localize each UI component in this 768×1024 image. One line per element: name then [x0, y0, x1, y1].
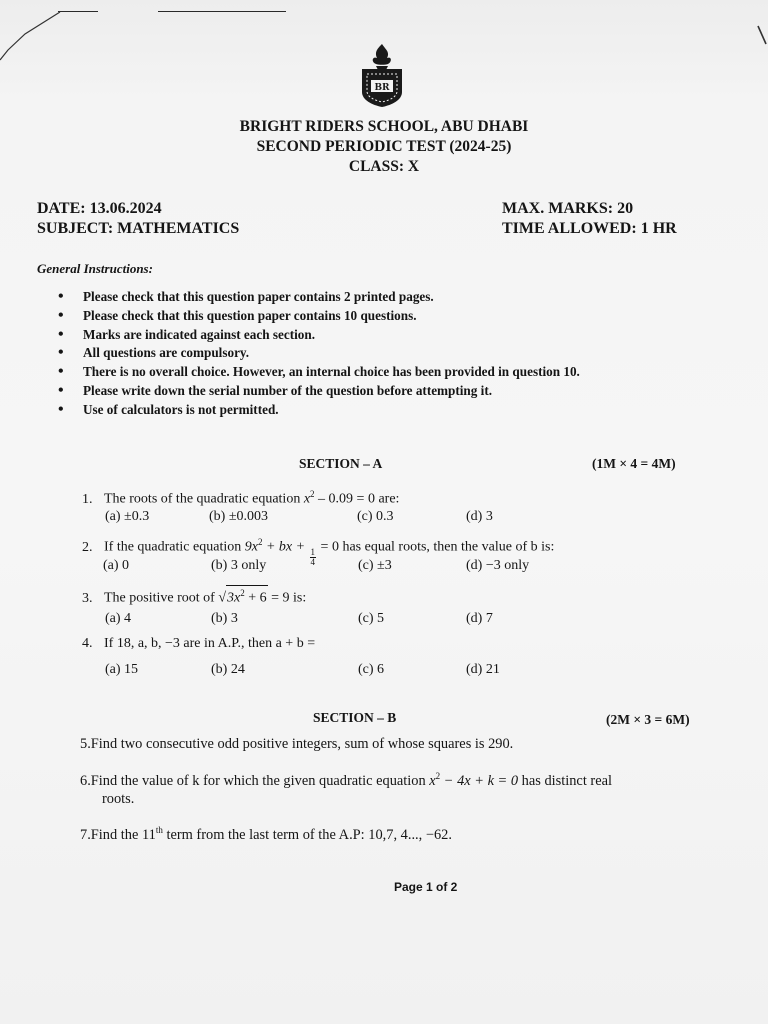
math-term: + bx +: [262, 539, 309, 555]
top-edge-line: [58, 11, 98, 12]
question-text: If the quadratic equation: [104, 539, 245, 555]
question-1: [82, 489, 399, 508]
math-term: + 6: [244, 590, 267, 606]
radicand: [226, 585, 268, 606]
option-d: (d) 3: [466, 509, 493, 524]
time-allowed-label: TIME ALLOWED: 1 HR: [502, 220, 677, 237]
section-b-marks: (2M × 3 = 6M): [606, 712, 690, 727]
instructions-heading: General Instructions:: [37, 261, 153, 276]
instruction-item: [58, 308, 718, 324]
option-c: (c) 6: [358, 662, 385, 677]
page-number: Page 1 of 2: [394, 880, 458, 894]
bullet-icon: •: [58, 401, 64, 418]
option-b: (b) 24: [211, 662, 245, 677]
question-text: The positive root of: [104, 590, 219, 606]
question-number: 6.: [80, 772, 91, 789]
math-term: 3x: [227, 590, 241, 606]
folded-corner-edge: [0, 10, 62, 66]
date-label: DATE: 13.06.2024: [37, 200, 162, 217]
instruction-text: Please check that this question paper contains 10 questions.: [83, 308, 417, 323]
question-number: 5.: [80, 736, 91, 752]
question-text: has distinct real: [518, 772, 612, 789]
question-number: 1.: [82, 491, 93, 507]
school-name: BRIGHT RIDERS SCHOOL, ABU DHABI: [239, 118, 529, 135]
section-a-title: SECTION – A: [299, 456, 383, 471]
fraction: [310, 548, 317, 567]
bullet-icon: •: [58, 382, 64, 399]
exponent: 2: [240, 588, 245, 598]
question-4: [82, 636, 315, 652]
question-number: 4.: [82, 636, 93, 651]
question-text: – 0.09 = 0 are:: [314, 491, 400, 507]
option-c: (c) ±3: [358, 558, 392, 573]
question-5: [80, 736, 513, 753]
school-logo-icon: [356, 42, 408, 108]
question-number: 7.: [80, 826, 91, 843]
question-number: 2.: [82, 539, 93, 555]
question-6-continued: roots.: [102, 791, 135, 807]
bullet-icon: •: [58, 344, 64, 361]
bullet-icon: •: [58, 363, 64, 380]
question-text: term from the last term of the A.P: 10,7, 4..., −62.: [162, 826, 452, 843]
bullet-icon: •: [58, 307, 64, 324]
option-b: (b) 3 only: [211, 558, 267, 573]
question-7: [80, 825, 452, 844]
option-d: (d) 7: [466, 611, 493, 626]
question-text: = 9 is:: [267, 590, 307, 606]
instruction-item: [58, 345, 718, 361]
question-text: Find the value of k for which the given quadratic equation: [90, 772, 430, 789]
logo-text: BR: [374, 83, 390, 93]
question-3: [82, 585, 306, 607]
option-a: (a) 15: [105, 662, 139, 677]
instruction-text: Use of calculators is not permitted.: [83, 402, 279, 417]
math-term: − 4x + k = 0: [440, 772, 519, 789]
option-b: (b) 3: [211, 611, 238, 626]
top-edge-line: [158, 11, 286, 12]
instruction-text: Please write down the serial number of the question before attempting it.: [83, 383, 493, 398]
option-b: (b) ±0.003: [209, 509, 269, 524]
bullet-icon: •: [58, 326, 64, 343]
exponent: 2: [310, 489, 315, 499]
page-corner-mark: [756, 24, 768, 48]
option-a: (a) ±0.3: [105, 509, 150, 524]
option-a: (a) 4: [105, 611, 132, 626]
exponent: 2: [257, 537, 263, 547]
subject-label: SUBJECT: MATHEMATICS: [37, 220, 240, 237]
bullet-icon: •: [58, 288, 64, 305]
instruction-text: Marks are indicated against each section.: [83, 327, 315, 342]
option-c: (c) 0.3: [357, 509, 394, 524]
radical-sign: √: [218, 590, 226, 606]
instruction-text: Please check that this question paper contains 2 printed pages.: [83, 289, 434, 304]
option-a: (a) 0: [103, 558, 130, 573]
fraction-numerator: 1: [310, 546, 316, 557]
option-d: (d) −3 only: [466, 558, 530, 573]
option-d: (d) 21: [466, 662, 500, 677]
instruction-item: [58, 383, 718, 399]
question-text: If 18, a, b, −3 are in A.P., then a + b =: [104, 636, 316, 651]
math-term: x: [429, 772, 436, 789]
instruction-text: All questions are compulsory.: [83, 345, 250, 360]
math-term: x: [303, 491, 311, 507]
question-text: Find two consecutive odd positive integers, sum of whose squares is 290.: [90, 736, 514, 752]
section-b-title: SECTION – B: [313, 710, 397, 725]
instruction-item: [58, 327, 718, 343]
max-marks-label: MAX. MARKS: 20: [502, 200, 634, 217]
instruction-item: [58, 289, 718, 305]
math-term: 9x: [244, 539, 258, 555]
question-text: = 0 has equal roots, then the value of b is:: [317, 539, 555, 555]
section-a-marks: (1M × 4 = 4M): [592, 456, 676, 471]
class-label: CLASS: X: [348, 158, 420, 175]
question-number: 3.: [82, 590, 93, 606]
option-c: (c) 5: [358, 611, 385, 626]
instruction-text: There is no overall choice. However, an internal choice has been provided in question 10.: [83, 364, 580, 379]
instruction-item: [58, 364, 718, 380]
ordinal-suffix: th: [155, 825, 163, 835]
instruction-item: [58, 402, 718, 418]
question-text: The roots of the quadratic equation: [104, 491, 304, 507]
fraction-denominator: 4: [310, 556, 316, 567]
test-title: SECOND PERIODIC TEST (2024-25): [256, 138, 512, 155]
question-text: Find the 11: [90, 826, 156, 843]
exponent: 2: [435, 771, 441, 781]
question-6: [80, 771, 612, 790]
